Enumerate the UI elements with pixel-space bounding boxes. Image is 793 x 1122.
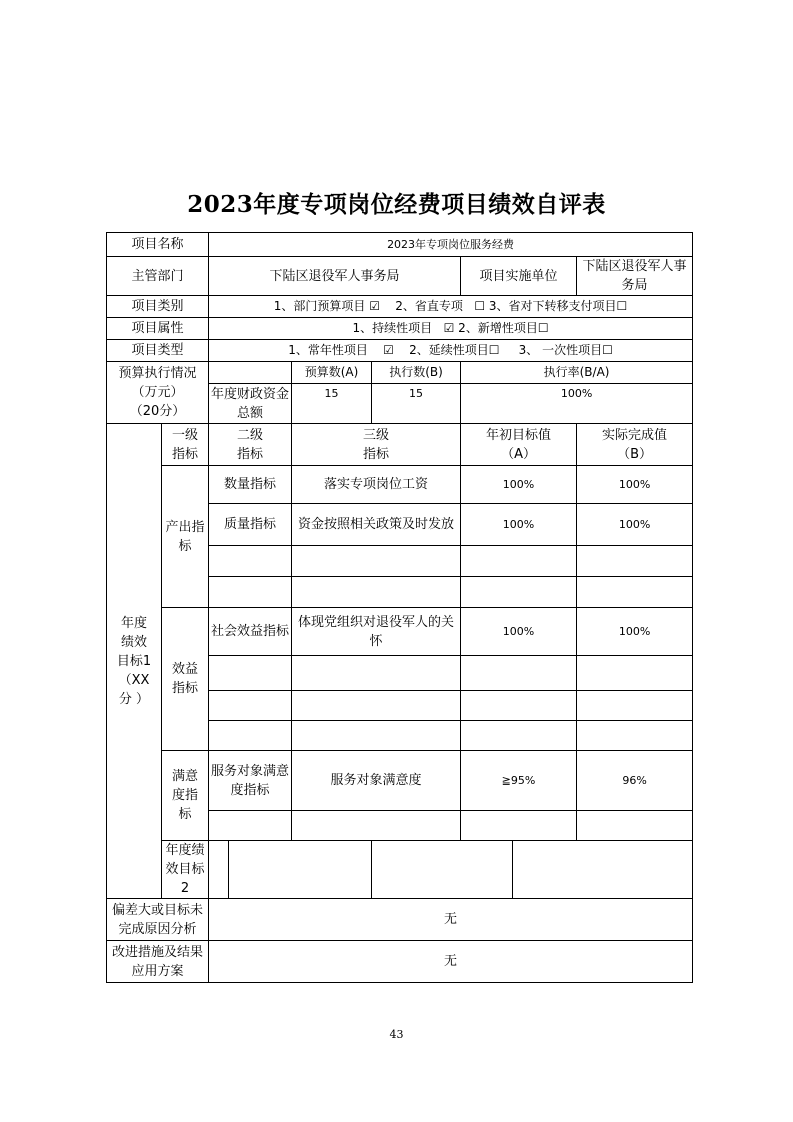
budget-col-budget: 预算数(A) (292, 362, 372, 384)
empty-cell (292, 811, 461, 841)
improvement-label: 改进措施及结果应用方案 (107, 941, 209, 983)
empty-cell (513, 841, 693, 899)
row-target: 100% (461, 466, 577, 504)
attribute-value: 1、持续性项目 ☑ 2、新增性项目☐ (209, 318, 693, 340)
empty-cell (292, 546, 461, 577)
row-target: ≧95% (461, 751, 577, 811)
deviation-label: 偏差大或目标未完成原因分析 (107, 899, 209, 941)
empty-cell (209, 721, 292, 751)
row-level2: 质量指标 (209, 504, 292, 546)
improvement-value: 无 (209, 941, 693, 983)
empty-cell (461, 546, 577, 577)
empty-cell (209, 811, 292, 841)
category-label: 项目类别 (107, 296, 209, 318)
budget-row-label: 年度财政资金总额 (209, 384, 292, 424)
output-indicator-label: 产出指 标 (162, 466, 209, 608)
row-level3: 落实专项岗位工资 (292, 466, 461, 504)
header-actual: 实际完成值 （B） (577, 424, 693, 466)
empty-cell (292, 691, 461, 721)
header-level3: 三级 指标 (292, 424, 461, 466)
dept-value: 下陆区退役军人事务局 (209, 257, 461, 296)
empty-cell (577, 656, 693, 691)
type-label: 项目类型 (107, 340, 209, 362)
evaluation-table (106, 232, 693, 983)
row-actual: 100% (577, 466, 693, 504)
project-name-value: 2023年专项岗位服务经费 (209, 233, 693, 257)
row-level3: 体现党组织对退役军人的关怀 (292, 608, 461, 656)
empty-cell (461, 656, 577, 691)
attribute-label: 项目属性 (107, 318, 209, 340)
empty-cell (209, 577, 292, 608)
impl-unit-label: 项目实施单位 (461, 257, 577, 296)
empty-cell (209, 691, 292, 721)
satisfaction-indicator-label: 满意 度指 标 (162, 751, 209, 841)
row-level3: 服务对象满意度 (292, 751, 461, 811)
empty-cell (577, 721, 693, 751)
empty-cell (209, 841, 229, 899)
exec-value: 15 (372, 384, 461, 424)
empty-cell (461, 721, 577, 751)
header-target: 年初目标值 （A） (461, 424, 577, 466)
annual-target-1-label: 年度 绩效 目标1 （XX 分 ） (107, 424, 162, 899)
empty-cell (461, 811, 577, 841)
row-actual: 100% (577, 504, 693, 546)
impl-unit-value: 下陆区退役军人事务局 (577, 257, 693, 296)
empty-cell (292, 577, 461, 608)
budget-label: 预算执行情况 （万元） （20分） (107, 362, 209, 424)
empty-cell (372, 841, 513, 899)
row-level3: 资金按照相关政策及时发放 (292, 504, 461, 546)
page-title: 2023年度专项岗位经费项目绩效自评表 (187, 191, 606, 218)
rate-value: 100% (461, 384, 693, 424)
budget-col-rate: 执行率(B/A) (461, 362, 693, 384)
empty-cell (577, 577, 693, 608)
header-level1: 一级 指标 (162, 424, 209, 466)
empty-cell (292, 721, 461, 751)
empty-cell (577, 546, 693, 577)
empty-cell (461, 691, 577, 721)
empty-cell (209, 656, 292, 691)
row-level2: 服务对象满意度指标 (209, 751, 292, 811)
empty-cell (229, 841, 372, 899)
row-target: 100% (461, 504, 577, 546)
row-actual: 100% (577, 608, 693, 656)
dept-label: 主管部门 (107, 257, 209, 296)
row-level2: 数量指标 (209, 466, 292, 504)
row-target: 100% (461, 608, 577, 656)
empty-cell (292, 656, 461, 691)
empty-cell (577, 811, 693, 841)
empty-cell (461, 577, 577, 608)
benefit-indicator-label: 效益 指标 (162, 608, 209, 751)
page-number: 43 (389, 1028, 404, 1041)
row-actual: 96% (577, 751, 693, 811)
type-value: 1、常年性项目 ☑ 2、延续性项目☐ 3、 一次性项目☐ (209, 340, 693, 362)
project-name-label: 项目名称 (107, 233, 209, 257)
category-value: 1、部门预算项目 ☑ 2、省直专项 ☐ 3、省对下转移支付项目☐ (209, 296, 693, 318)
budget-value: 15 (292, 384, 372, 424)
annual-target-2-label: 年度绩 效目标2 (162, 841, 209, 899)
empty-cell (577, 691, 693, 721)
budget-header-blank (209, 362, 292, 384)
row-level2: 社会效益指标 (209, 608, 292, 656)
deviation-value: 无 (209, 899, 693, 941)
budget-col-exec: 执行数(B) (372, 362, 461, 384)
header-level2: 二级 指标 (209, 424, 292, 466)
empty-cell (209, 546, 292, 577)
